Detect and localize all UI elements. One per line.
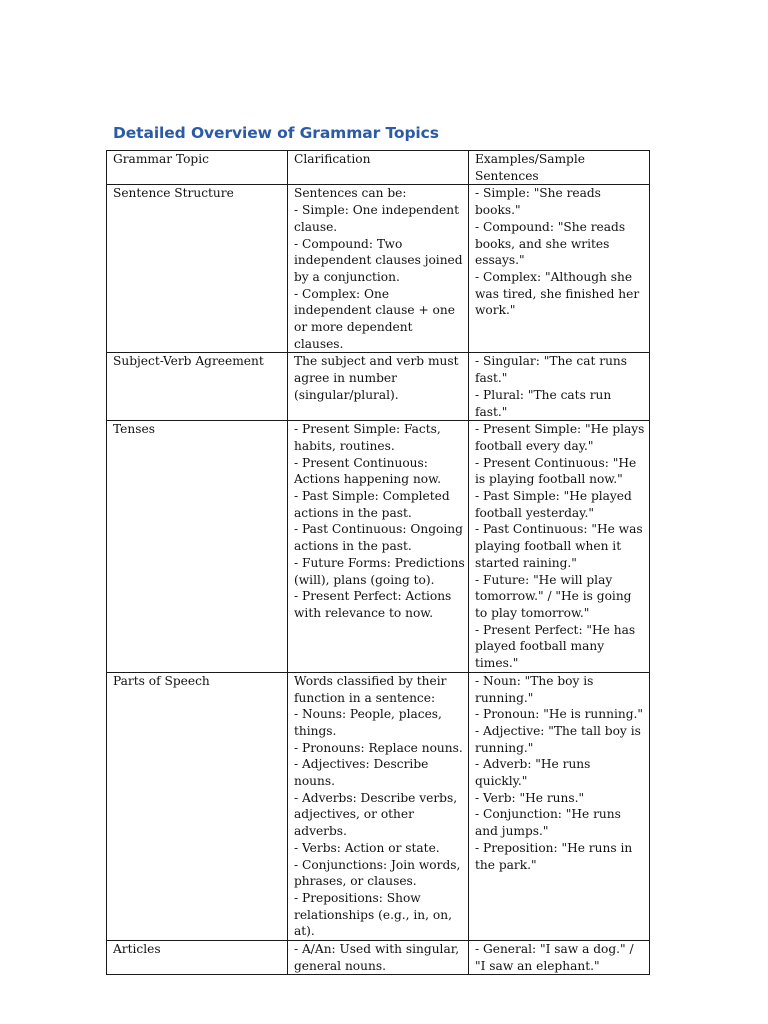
example-line: - General: "I saw a dog." / "I saw an elephant." [475,942,634,973]
cell-examples [469,185,650,353]
example-line: - Pronoun: "He is running." [475,707,643,722]
clarification-line: Words classified by their function in a sentence: [294,673,447,705]
clarification-line: - A/An: Used with singular, general nouns. [294,942,460,973]
example-line: - Noun: "The boy is running." [475,673,594,705]
topic-text: Subject-Verb Agreement [113,354,264,369]
clarification-line: - Adjectives: Describe nouns. [294,757,429,789]
example-line: - Present Simple: "He plays football every day." [475,422,645,453]
example-line: - Past Simple: "He played football yesterday." [475,489,632,520]
example-line: - Verb: "He runs." [475,790,585,805]
example-line: - Adjective: "The tall boy is running." [475,723,641,755]
cell-examples [469,672,650,940]
cell-examples [469,941,650,975]
example-line: - Adverb: "He runs quickly." [475,757,591,789]
document-title: Detailed Overview of Grammar Topics [113,124,439,142]
cell-grammar-topic [107,353,288,421]
clarification-line: - Present Continuous: Actions happening now. [294,455,441,487]
grammar-topics-table [106,150,650,975]
topic-text: Parts of Speech [113,673,210,688]
topic-text: Tenses [113,422,155,437]
clarification-line: - Conjunctions: Join words, phrases, or clauses. [294,857,461,889]
clarification-line: - Past Simple: Completed actions in the past. [294,489,450,520]
cell-clarification [288,353,469,421]
table-row [107,185,650,353]
topic-text: Sentence Structure [113,186,234,201]
cell-examples [469,353,650,421]
clarification-line: The subject and verb must agree in number (singular/plural). [294,354,459,402]
example-line: - Present Continuous: "He is playing football now." [475,455,637,487]
table-row [107,941,650,975]
clarification-line: - Verbs: Action or state. [294,840,440,855]
cell-clarification [288,421,469,673]
cell-clarification [288,672,469,940]
cell-grammar-topic [107,421,288,673]
example-line: - Complex: "Although she was tired, she finished her work." [475,269,640,318]
topic-text: Articles [113,942,161,957]
table-row [107,672,650,940]
clarification-line: - Future Forms: Predictions (will), plans (going to). [294,555,465,587]
header-examples: Examples/Sample Sentences [469,151,650,185]
clarification-line: - Compound: Two independent clauses joined by a conjunction. [294,236,463,284]
cell-examples [469,421,650,673]
cell-clarification [288,185,469,353]
clarification-line: - Adverbs: Describe verbs, adjectives, or other adverbs. [294,790,458,839]
cell-grammar-topic [107,672,288,940]
example-line: - Preposition: "He runs in the park." [475,840,633,872]
cell-grammar-topic [107,185,288,353]
clarification-line: - Pronouns: Replace nouns. [294,740,463,755]
clarification-line: - Simple: One independent clause. [294,203,460,234]
clarification-line: - Past Continuous: Ongoing actions in the past. [294,522,463,554]
table-row [107,421,650,673]
header-grammar-topic: Grammar Topic [107,151,288,185]
example-line: - Simple: "She reads books." [475,186,601,218]
clarification-line: - Prepositions: Show relationships (e.g., in, on, at). [294,890,452,939]
cell-clarification [288,941,469,975]
example-line: - Conjunction: "He runs and jumps." [475,807,621,839]
table-header-row [107,151,650,185]
clarification-line: - Present Simple: Facts, habits, routines. [294,422,441,453]
example-line: - Present Perfect: "He has played football many times." [475,622,636,671]
clarification-line: - Complex: One independent clause + one or more dependent clauses. [294,286,455,351]
clarification-line: - Present Perfect: Actions with relevance to now. [294,589,452,620]
example-line: - Future: "He will play tomorrow." / "He is going to play tomorrow." [475,572,632,620]
example-line: - Past Continuous: "He was playing football when it started raining." [475,522,643,570]
table-row [107,353,650,421]
example-line: - Singular: "The cat runs fast." [475,354,628,386]
example-line: - Compound: "She reads books, and she writes essays." [475,219,626,268]
example-line: - Plural: "The cats run fast." [475,387,612,419]
clarification-line: Sentences can be: [294,186,407,201]
clarification-line: - Nouns: People, places, things. [294,707,442,738]
cell-grammar-topic [107,941,288,975]
header-clarification: Clarification [288,151,469,185]
